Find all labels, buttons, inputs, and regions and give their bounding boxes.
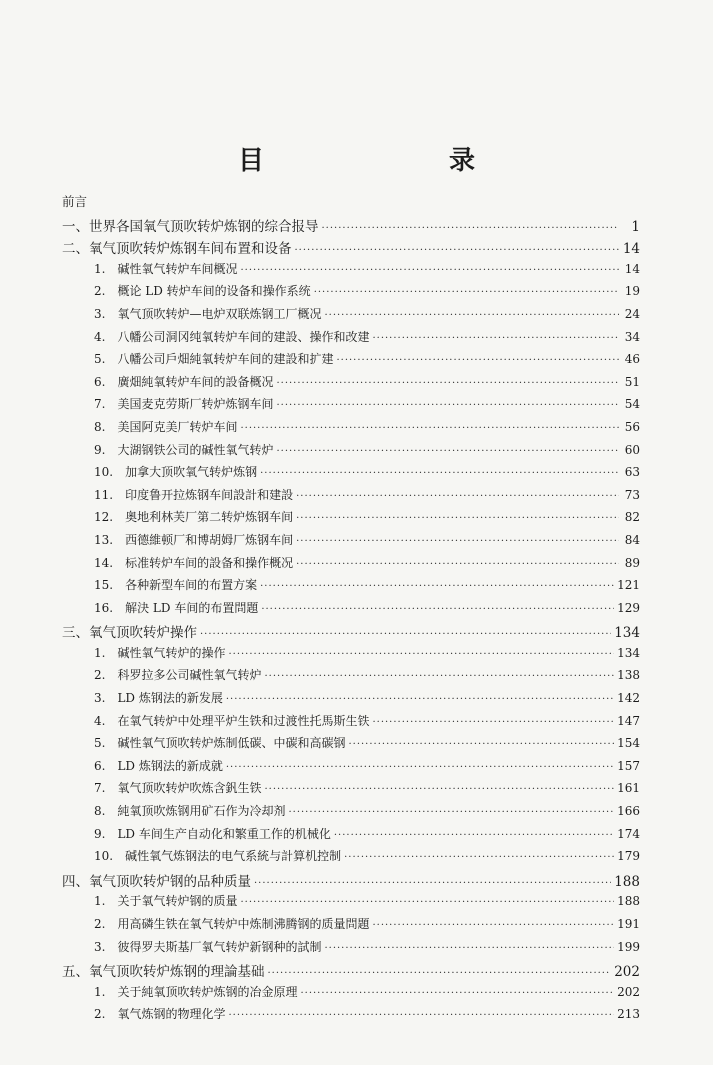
toc-item [62, 373, 640, 396]
toc-page-number: 14 [624, 261, 640, 276]
toc-page-number: 213 [617, 1007, 640, 1022]
toc-item [62, 486, 640, 509]
dot-leader [240, 265, 619, 276]
dot-leader [295, 245, 620, 256]
toc-page-number: 142 [617, 691, 640, 706]
toc-item-number: 11. [94, 487, 114, 502]
toc-item-number: 1. [94, 261, 106, 276]
toc-item-title: 关于氧气转炉钢的质量 [117, 894, 238, 909]
toc-item-title: 在氧气转炉中处理平炉生铁和过渡性托馬斯生铁 [117, 713, 370, 728]
toc-page-number: 82 [624, 510, 640, 525]
toc-item [62, 847, 640, 870]
toc-section-title: 五、氧气顶吹转炉炼钢的理論基础 [62, 964, 265, 981]
dot-leader [324, 310, 619, 321]
toc-item-title: LD 炼钢法的新成就 [117, 758, 223, 773]
toc-item-title: LD 车间生产自动化和繁重工作的机械化 [117, 826, 331, 841]
toc-page-number: 84 [624, 532, 640, 547]
toc-item [62, 441, 640, 464]
toc-section-title: 四、氧气顶吹转炉钢的品种质量 [62, 873, 251, 890]
dot-leader [240, 423, 619, 434]
dot-leader [296, 491, 619, 502]
toc-item [62, 305, 640, 328]
dot-leader [296, 513, 619, 524]
toc-item [62, 779, 640, 802]
toc-item-title: 科罗拉多公司碱性氧气转炉 [117, 668, 262, 683]
toc-item [62, 463, 640, 486]
toc-item-title: 純氧顶吹炼钢用矿石作为冷却剂 [117, 804, 286, 819]
toc-item-title: 解決 LD 车间的布置問題 [125, 600, 259, 615]
dot-leader [276, 400, 619, 411]
toc-page-number: 157 [617, 758, 640, 773]
toc-section [62, 960, 640, 983]
toc-item-title: LD 炼钢法的新发展 [117, 691, 223, 706]
toc-page-number: 188 [617, 894, 640, 909]
toc-page-number: 46 [624, 352, 640, 367]
toc-item-number: 4. [94, 713, 106, 728]
toc-page-number: 63 [624, 465, 640, 480]
toc-page-number: 73 [624, 487, 640, 502]
toc-item [62, 757, 640, 780]
toc-item [62, 282, 640, 305]
toc-page-number: 60 [624, 442, 640, 457]
dot-leader [264, 784, 614, 795]
dot-leader [276, 446, 619, 457]
dot-leader [264, 671, 614, 682]
toc-item-number: 1. [94, 894, 106, 909]
toc-item-title: 八幡公司戶畑純氧转炉车间的建設和扩建 [117, 352, 334, 367]
toc-item-number: 15. [94, 578, 114, 593]
toc-item-title: 美国阿克美厂转炉车间 [117, 419, 238, 434]
toc-item-number: 2. [94, 668, 106, 683]
toc-section [62, 237, 640, 260]
toc-item-title: 各种新型车间的布置方案 [125, 578, 258, 593]
dot-leader [261, 604, 614, 615]
toc-item [62, 644, 640, 667]
toc-preface-label: 前言 [62, 194, 88, 209]
dot-leader [226, 762, 614, 773]
toc-item [62, 734, 640, 757]
toc-item [62, 802, 640, 825]
toc-page-number: 56 [624, 419, 640, 434]
toc-page-number: 129 [617, 600, 640, 615]
toc-page-number: 54 [624, 397, 640, 412]
toc-item [62, 1005, 640, 1028]
toc-item-number: 2. [94, 284, 106, 299]
dot-leader [296, 559, 619, 570]
dot-leader [372, 920, 614, 931]
dot-leader [228, 1010, 614, 1021]
toc-item-number: 6. [94, 374, 106, 389]
toc-item [62, 508, 640, 531]
dot-leader [372, 333, 619, 344]
toc-page-number: 166 [617, 804, 640, 819]
toc-item-title: 碱性氧气转炉车间概况 [117, 261, 238, 276]
toc-item-number: 2. [94, 917, 106, 931]
dot-leader [268, 968, 612, 979]
toc-item [62, 418, 640, 441]
toc-item-number: 9. [94, 826, 106, 841]
toc-page-number: 174 [617, 826, 640, 841]
toc-item [62, 689, 640, 712]
toc-page-number: 34 [624, 329, 640, 344]
toc-item [62, 825, 640, 848]
dot-leader [336, 355, 619, 366]
toc-item [62, 915, 640, 938]
toc-item-title: 奥地利林芙厂第二转炉炼钢车间 [125, 510, 294, 525]
toc-page-number: 147 [617, 713, 640, 728]
toc-item-number: 3. [94, 939, 106, 954]
toc-item-title: 加拿大顶吹氧气转炉炼钢 [125, 465, 258, 480]
toc-item [62, 350, 640, 373]
toc-page-number: 154 [617, 736, 640, 751]
toc-item-number: 13. [94, 532, 114, 547]
dot-leader [260, 468, 619, 479]
toc-item-number: 10. [94, 849, 114, 864]
toc-section [62, 870, 640, 893]
toc-page-number: 188 [614, 873, 640, 890]
toc-item [62, 554, 640, 577]
dot-leader [322, 223, 620, 234]
toc-item-title: 彼得罗夫斯基厂氧气转炉新钢种的試制 [117, 939, 322, 954]
toc-item-number: 7. [94, 781, 106, 796]
toc-item-number: 8. [94, 804, 106, 819]
toc-item-title: 碱性氧气炼钢法的电气系統与計算机控制 [125, 849, 342, 864]
toc-section-title: 三、氧气顶吹转炉操作 [62, 625, 197, 642]
toc-page-number: 134 [614, 625, 640, 642]
toc-item-number: 8. [94, 419, 106, 434]
toc-page-number: 19 [624, 284, 640, 299]
toc-item-title: 碱性氧气顶吹转炉炼制低碳、中碳和高碳钢 [117, 736, 346, 751]
toc-page-number: 161 [617, 781, 640, 796]
toc-item-number: 9. [94, 442, 106, 457]
dot-leader [296, 536, 619, 547]
toc-item-title: 碱性氧气转炉的操作 [117, 645, 226, 660]
dot-leader [260, 581, 614, 592]
toc-item-title: 氧气顶吹转炉—电炉双联炼钢工厂概况 [117, 306, 322, 321]
toc-item-number: 7. [94, 397, 106, 412]
toc-item [62, 328, 640, 351]
dot-leader [226, 694, 614, 705]
dot-leader [348, 739, 614, 750]
toc-page-number: 179 [617, 849, 640, 864]
toc-page-number: 14 [622, 241, 640, 258]
toc-section [62, 215, 640, 238]
toc-item-title: 氧气炼钢的物理化学 [117, 1007, 226, 1022]
toc-page-number: 199 [617, 939, 640, 954]
toc-section [62, 621, 640, 644]
dot-leader [228, 649, 614, 660]
toc-item-title: 印度鲁开拉炼钢车间設計和建設 [125, 487, 294, 502]
toc-item [62, 260, 640, 283]
dot-leader [276, 378, 619, 389]
dot-leader [300, 988, 614, 999]
dot-leader [372, 717, 614, 728]
toc-item-title: 用高磷生铁在氧气转炉中炼制沸腾钢的质量問題 [117, 917, 370, 931]
toc-page-number: 51 [624, 374, 640, 389]
toc-page-number: 121 [617, 578, 640, 593]
toc-item-title: 廣畑純氧转炉车间的設备概况 [117, 374, 274, 389]
toc-item-number: 5. [94, 736, 106, 751]
table-of-contents [62, 192, 640, 1028]
dot-leader [200, 629, 611, 640]
toc-page-number: 89 [624, 555, 640, 570]
dot-leader [344, 852, 614, 863]
toc-item-number: 2. [94, 1007, 106, 1022]
toc-item-title: 关于純氧顶吹转炉炼钢的冶金原理 [117, 984, 298, 999]
toc-item-number: 12. [94, 510, 114, 525]
toc-item [62, 892, 640, 915]
toc-item-number: 14. [94, 555, 114, 570]
toc-item [62, 938, 640, 961]
toc-page-number: 24 [624, 306, 640, 321]
toc-item-number: 5. [94, 352, 106, 367]
toc-item-number: 16. [94, 600, 114, 615]
toc-item [62, 599, 640, 622]
toc-item [62, 531, 640, 554]
page-title: 目 录 [237, 146, 564, 176]
dot-leader [288, 807, 614, 818]
toc-section-title: 一、世界各国氧气顶吹转炉炼钢的综合报导 [62, 218, 319, 235]
toc-page-number: 138 [617, 668, 640, 683]
toc-item [62, 666, 640, 689]
dot-leader [254, 878, 611, 889]
dot-leader [314, 287, 619, 298]
toc-item-title: 八幡公司洞冈纯氧转炉车间的建設、操作和改建 [117, 329, 370, 344]
toc-item-title: 标准转炉车间的設备和操作概况 [125, 555, 294, 570]
toc-page-number: 202 [617, 984, 640, 999]
toc-page-number: 134 [617, 645, 640, 660]
toc-item-title: 西德維顿厂和博胡姆厂炼钢车间 [125, 532, 294, 547]
toc-item-title: 美国麦克劳斯厂转炉炼钢车间 [117, 397, 274, 412]
toc-item-number: 1. [94, 984, 106, 999]
toc-page-number: 202 [614, 964, 640, 981]
toc-item-title: 氧气顶吹转炉吹炼含釩生铁 [117, 781, 262, 796]
toc-item-number: 6. [94, 758, 106, 773]
toc-item-title: 概论 LD 转炉车间的设备和操作系统 [117, 284, 311, 299]
toc-item-number: 10. [94, 465, 114, 480]
toc-section-title: 二、氧气顶吹转炉炼钢车间布置和设备 [62, 241, 292, 258]
toc-item [62, 712, 640, 735]
toc-preface [62, 192, 640, 215]
toc-page-number: 1 [631, 218, 640, 235]
dot-leader [334, 830, 614, 841]
dot-leader [240, 897, 614, 908]
toc-item [62, 576, 640, 599]
toc-item [62, 983, 640, 1006]
toc-page-number: 191 [617, 917, 640, 931]
dot-leader [324, 943, 614, 954]
toc-item [62, 395, 640, 418]
toc-item-number: 4. [94, 329, 106, 344]
toc-item-number: 1. [94, 645, 106, 660]
toc-item-number: 3. [94, 691, 106, 706]
toc-item-number: 3. [94, 306, 106, 321]
toc-item-title: 大湖钢铁公司的碱性氧气转炉 [117, 442, 274, 457]
